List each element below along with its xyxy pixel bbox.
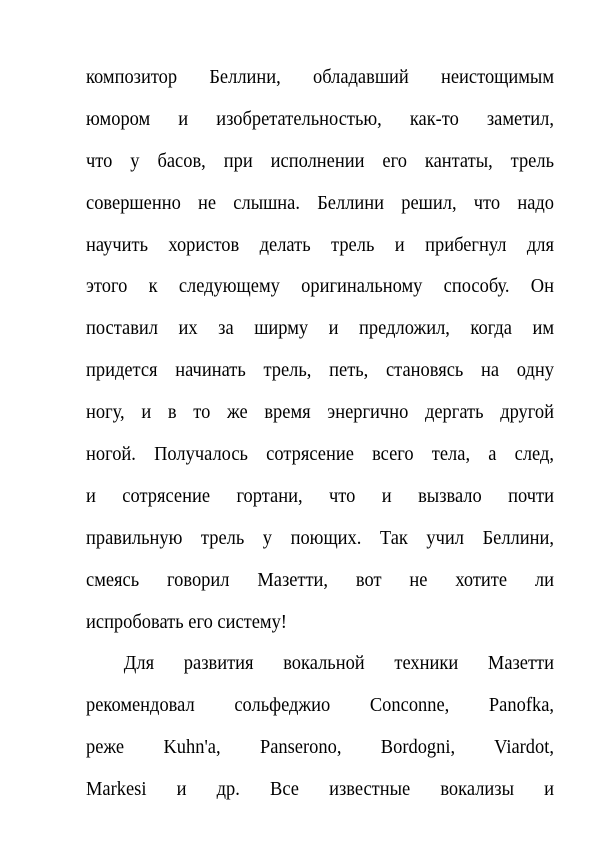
text-line: научить хористов делать трель и прибегнул для [86, 233, 554, 256]
text-line: ногой. Получалось сотрясение всего тела, а след, [86, 443, 554, 466]
text-line: смеясь говорил Мазетти, вот не хотите ли [86, 568, 554, 591]
text-line: что у басов, при исполнении его кантаты, трель [86, 149, 554, 172]
text-line: придется начинать трель, петь, становясь на одну [86, 359, 554, 382]
text-line: ногу, и в то же время энергично дергать другой [86, 401, 554, 424]
text-line: юмором и изобретательностью, как-то заметил, [86, 107, 554, 130]
text-line: поставил их за ширму и предложил, когда им [86, 317, 554, 340]
paragraph-end-line: испробовать его систему! [86, 610, 287, 633]
text-line: и сотрясение гортани, что и вызвало почти [86, 484, 554, 507]
text-line: Markesi и др. Все известные вокализы и [86, 778, 554, 801]
paragraph-first-line: Для развития вокальной техники Мазетти [123, 652, 555, 675]
text-line: правильную трель у поющих. Так учил Беллини, [86, 526, 554, 549]
text-line: совершенно не слышна. Беллини решил, что надо [86, 191, 554, 214]
text-line: реже Kuhn'a, Panserono, Bordogni, Viardot, [86, 736, 554, 759]
text-line: рекомендовал сольфеджио Conconne, Panofka, [86, 694, 554, 717]
body-text [86, 57, 554, 811]
text-line: композитор Беллини, обладавший неистощимым [86, 66, 554, 88]
text-line: этого к следующему оригинальному способу. Он [86, 275, 554, 298]
